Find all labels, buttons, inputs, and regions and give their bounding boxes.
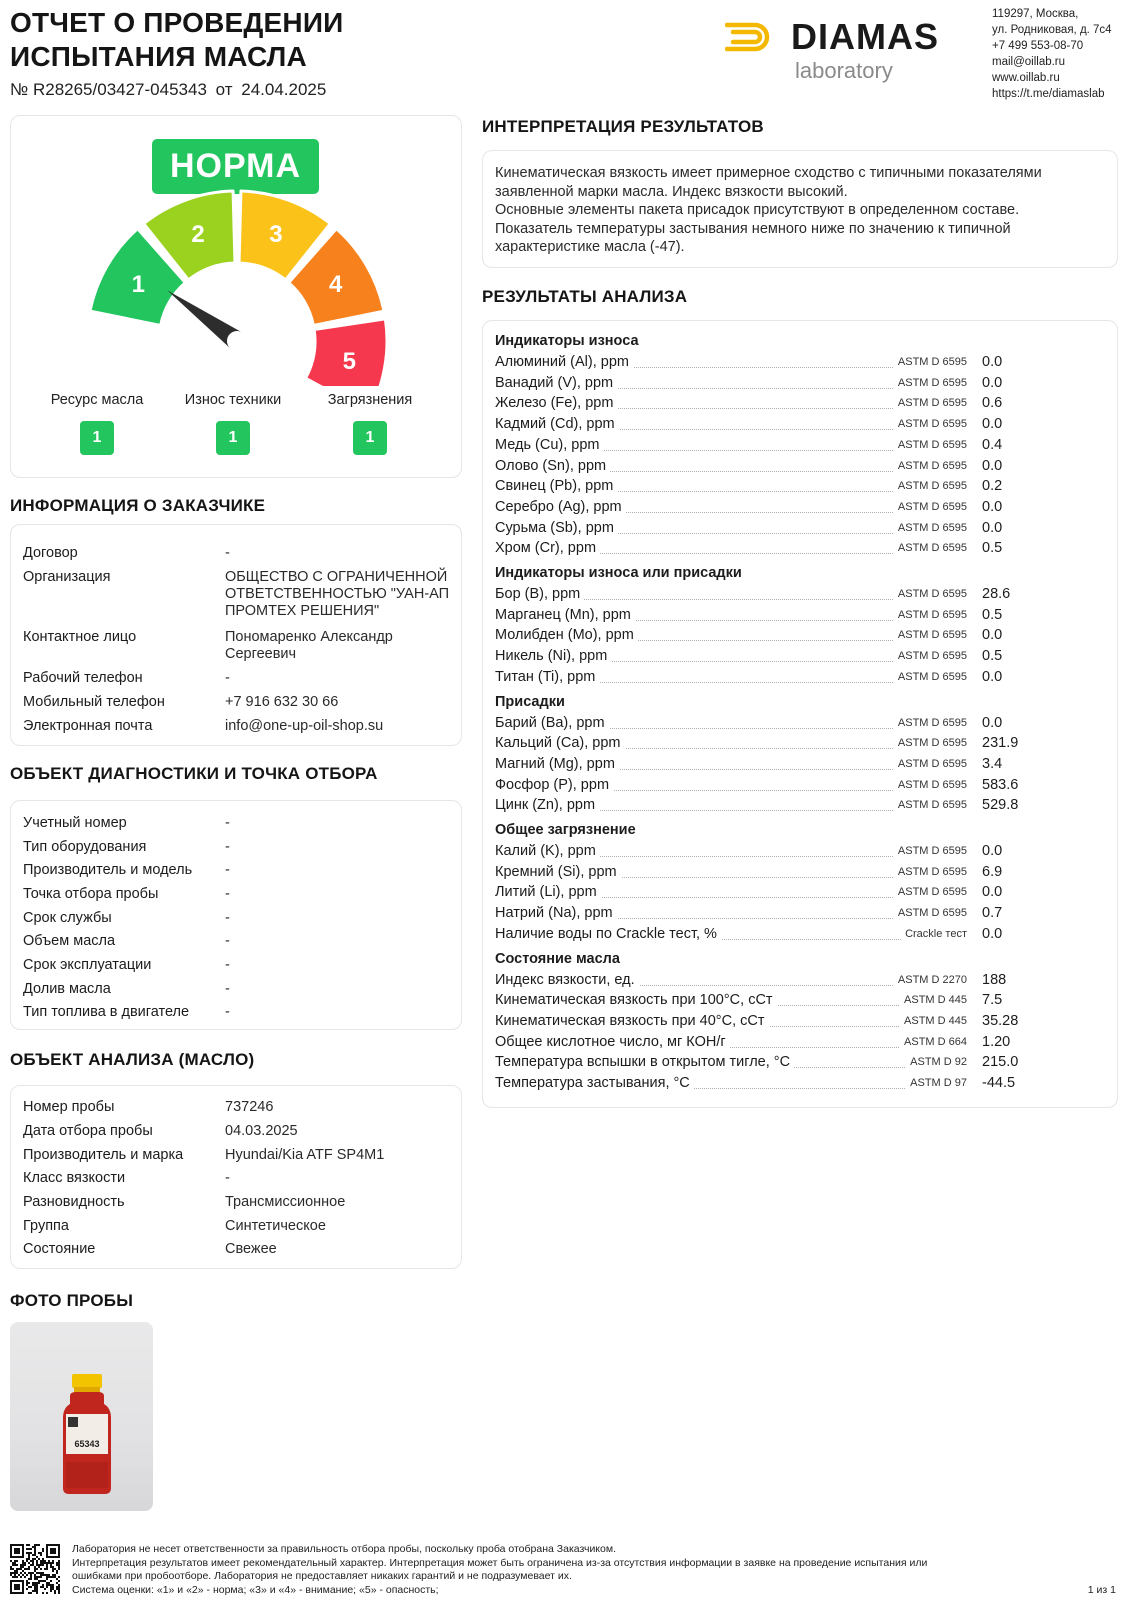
kv-key: Дата отбора пробы <box>23 1123 153 1139</box>
test-method: ASTM D 445 <box>900 994 967 1006</box>
parameter-value: 231.9 <box>982 735 1019 752</box>
kv-key: Состояние <box>23 1241 96 1257</box>
report-number: № R28265/03427-045343 <box>10 80 207 99</box>
results-row <box>495 1034 1107 1054</box>
kv-key: Электронная почта <box>23 718 153 734</box>
test-method: ASTM D 92 <box>906 1056 967 1068</box>
results-group-title: Состояние масла <box>495 950 620 967</box>
customer-card <box>10 524 462 746</box>
results-row <box>495 478 1107 498</box>
kv-key: Рабочий телефон <box>23 670 143 686</box>
results-row <box>495 1013 1107 1033</box>
parameter-value: 0.0 <box>982 457 1003 474</box>
parameter-value: 0.0 <box>982 668 1003 685</box>
test-method: ASTM D 6595 <box>894 439 967 451</box>
results-row <box>495 972 1107 992</box>
logo-brand: DIAMAS <box>791 16 939 57</box>
status-badge: НОРМА <box>152 139 319 194</box>
parameter-value: 0.5 <box>982 540 1003 557</box>
parameter-value: 0.6 <box>982 395 1003 412</box>
test-method: ASTM D 6595 <box>894 717 967 729</box>
parameter-value: 1.20 <box>982 1033 1011 1050</box>
kv-value: Пономаренко Александр Сергеевич <box>225 629 393 662</box>
kv-key: Группа <box>23 1218 69 1234</box>
parameter-value: 0.0 <box>982 714 1003 731</box>
test-method: Crackle тест <box>901 928 967 940</box>
results-card <box>482 320 1118 1108</box>
parameter-name: Температура вспышки в открытом тигле, °С <box>495 1054 794 1070</box>
results-row <box>495 797 1107 817</box>
interpretation-line: Показатель температуры застывания немного ниже по значению к типичной <box>495 220 1011 237</box>
metric-value-oil-resource: 1 <box>80 421 114 455</box>
parameter-name: Кинематическая вязкость при 40°С, сСт <box>495 1013 769 1029</box>
kv-key: Объем масла <box>23 933 116 949</box>
contact-address-2: ул. Родниковая, д. 7с4 <box>992 24 1112 36</box>
kv-key: Долив масла <box>23 981 111 997</box>
parameter-name: Алюминий (Al), ppm <box>495 354 633 370</box>
kv-value: - <box>225 862 230 878</box>
page-number: 1 из 1 <box>1087 1584 1116 1596</box>
gauge-needle-hub <box>235 339 240 344</box>
parameter-name: Барий (Ba), ppm <box>495 715 609 731</box>
parameter-value: 583.6 <box>982 776 1019 793</box>
footer-line: Интерпретация результатов имеет рекомендательный характер. Интерпретация может быть ограничена из-за отсутствия информации в заявке на проведение испытания или <box>72 1556 928 1569</box>
parameter-value: 0.0 <box>982 627 1003 644</box>
results-row <box>495 992 1107 1012</box>
parameter-value: 0.0 <box>982 354 1003 370</box>
kv-value: - <box>225 1004 230 1020</box>
results-row <box>495 715 1107 735</box>
interpretation-line: характеристике масла (-47). <box>495 239 685 255</box>
parameter-value: 0.7 <box>982 905 1003 922</box>
parameter-name: Никель (Ni), ppm <box>495 648 611 664</box>
parameter-name: Кальций (Ca), ppm <box>495 735 625 751</box>
test-method: ASTM D 6595 <box>894 886 967 898</box>
report-title <box>10 6 343 74</box>
kv-value: - <box>225 815 230 831</box>
kv-value: +7 916 632 30 66 <box>225 694 339 710</box>
parameter-value: 529.8 <box>982 797 1019 814</box>
parameter-value: 28.6 <box>982 586 1011 602</box>
results-row <box>495 520 1107 540</box>
customer-section-title: ИНФОРМАЦИЯ О ЗАКАЗЧИКЕ <box>10 496 266 515</box>
results-row <box>495 648 1107 668</box>
results-row <box>495 499 1107 519</box>
object-section-title: ОБЪЕКТ ДИАГНОСТИКИ И ТОЧКА ОТБОРА <box>10 764 378 783</box>
contact-phone[interactable]: +7 499 553-08-70 <box>992 40 1084 52</box>
parameter-name: Хром (Cr), ppm <box>495 540 600 556</box>
results-row <box>495 437 1107 457</box>
gauge-segment-label: 3 <box>269 220 283 248</box>
sample-label-number: 65343 <box>74 1439 100 1449</box>
contact-telegram[interactable]: https://t.me/diamaslab <box>992 88 1105 100</box>
kv-value: - <box>225 910 230 926</box>
parameter-name: Калий (K), ppm <box>495 843 600 859</box>
kv-key: Срок эксплуатации <box>23 957 152 973</box>
parameter-value: 215.0 <box>982 1054 1019 1071</box>
report-date: 24.04.2025 <box>241 80 327 99</box>
test-method: ASTM D 97 <box>906 1077 967 1089</box>
parameter-value: 0.0 <box>982 519 1003 536</box>
results-group-title: Присадки <box>495 693 565 710</box>
results-row <box>495 540 1107 560</box>
parameter-value: 0.0 <box>982 884 1003 901</box>
parameter-name: Фосфор (P), ppm <box>495 777 613 793</box>
contact-email[interactable]: mail@oillab.ru <box>992 56 1066 68</box>
report-title-line-2: ИСПЫТАНИЯ МАСЛА <box>10 41 307 72</box>
test-method: ASTM D 6595 <box>894 758 967 770</box>
test-method: ASTM D 6595 <box>894 650 967 662</box>
interpretation-section-title: ИНТЕРПРЕТАЦИЯ РЕЗУЛЬТАТОВ <box>482 117 764 136</box>
parameter-value: 188 <box>982 971 1007 988</box>
kv-key: Производитель и модель <box>23 862 193 878</box>
parameter-name: Натрий (Na), ppm <box>495 905 617 921</box>
parameter-value: 0.0 <box>982 925 1003 942</box>
kv-key: Договор <box>23 545 78 561</box>
lab-contacts <box>992 6 1112 102</box>
results-group-title: Индикаторы износа <box>495 333 639 349</box>
metric-value-equipment-wear: 1 <box>216 421 250 455</box>
test-method: ASTM D 6595 <box>894 866 967 878</box>
parameter-name: Общее кислотное число, мг КОН/г <box>495 1034 730 1050</box>
kv-value: Hyundai/Kia ATF SP4M1 <box>225 1147 385 1163</box>
kv-key: Срок службы <box>23 910 112 926</box>
parameter-value: 0.2 <box>982 478 1003 495</box>
results-row <box>495 864 1107 884</box>
parameter-name: Железо (Fe), ppm <box>495 395 617 411</box>
kv-value: - <box>225 886 230 902</box>
kv-key: Номер пробы <box>23 1099 115 1115</box>
kv-key: Точка отбора пробы <box>23 886 159 902</box>
parameter-name: Кинематическая вязкость при 100°С, сСт <box>495 992 777 1008</box>
parameter-name: Сурьма (Sb), ppm <box>495 520 618 536</box>
kv-key: Мобильный телефон <box>23 694 165 710</box>
test-method: ASTM D 6595 <box>894 418 967 430</box>
kv-value: ОБЩЕСТВО С ОГРАНИЧЕННОЙ ОТВЕТСТВЕННОСТЬЮ "УАН-АП ПРОМТЕХ РЕШЕНИЯ" <box>225 569 450 619</box>
results-row <box>495 905 1107 925</box>
parameter-name: Марганец (Mn), ppm <box>495 607 635 623</box>
parameter-name: Магний (Mg), ppm <box>495 756 619 772</box>
gauge-segment-label: 5 <box>342 347 356 375</box>
kv-key: Класс вязкости <box>23 1170 126 1186</box>
test-method: ASTM D 2270 <box>894 974 967 986</box>
contact-address-1: 119297, Москва, <box>992 8 1079 20</box>
parameter-name: Титан (Ti), ppm <box>495 669 599 685</box>
results-group-title: Индикаторы износа или присадки <box>495 565 742 581</box>
photo-section-title: ФОТО ПРОБЫ <box>10 1291 134 1310</box>
test-method: ASTM D 6595 <box>894 799 967 811</box>
report-number-line <box>10 80 330 100</box>
results-row <box>495 777 1107 797</box>
metric-label-equipment-wear: Износ техники <box>184 392 282 408</box>
parameter-value: 3.4 <box>982 755 1003 772</box>
parameter-name: Наличие воды по Crackle тест, % <box>495 926 721 942</box>
parameter-name: Ванадий (V), ppm <box>495 375 617 391</box>
parameter-value: 0.0 <box>982 843 1003 859</box>
oil-section-title: ОБЪЕКТ АНАЛИЗА (МАСЛО) <box>10 1050 255 1069</box>
parameter-name: Олово (Sn), ppm <box>495 458 610 474</box>
kv-key: Тип топлива в двигателе <box>23 1004 190 1020</box>
test-method: ASTM D 6595 <box>894 522 967 534</box>
test-method: ASTM D 6595 <box>894 907 967 919</box>
results-row <box>495 843 1107 863</box>
parameter-value: 0.4 <box>982 436 1003 453</box>
kv-key: Производитель и марка <box>23 1147 184 1163</box>
test-method: ASTM D 6595 <box>894 845 967 857</box>
parameter-name: Бор (B), ppm <box>495 586 584 602</box>
gauge-segment-label: 2 <box>191 220 205 248</box>
contact-website[interactable]: www.oillab.ru <box>992 72 1060 84</box>
interpretation-text <box>495 164 1105 257</box>
interpretation-line: Основные элементы пакета присадок присутствуют в определенном составе. <box>495 202 1020 218</box>
kv-value: - <box>225 957 230 973</box>
test-method: ASTM D 6595 <box>894 588 967 600</box>
kv-key: Тип оборудования <box>23 839 147 855</box>
parameter-name: Индекс вязкости, ед. <box>495 972 639 988</box>
qr-code-icon[interactable] <box>10 1544 60 1594</box>
results-row <box>495 884 1107 904</box>
kv-key: Учетный номер <box>23 815 127 831</box>
test-method: ASTM D 6595 <box>894 737 967 749</box>
parameter-value: 6.9 <box>982 863 1003 880</box>
metric-label-oil-resource: Ресурс масла <box>50 392 144 408</box>
kv-value: Трансмиссионное <box>225 1194 346 1210</box>
parameter-value: 0.5 <box>982 648 1003 665</box>
results-row <box>495 735 1107 755</box>
logo-subtitle: laboratory <box>795 58 893 83</box>
test-method: ASTM D 6595 <box>894 609 967 621</box>
kv-value: - <box>225 933 230 949</box>
test-method: ASTM D 6595 <box>894 356 967 368</box>
interpretation-line: заявленной марки масла. Индекс вязкости высокий. <box>495 183 848 200</box>
parameter-name: Свинец (Pb), ppm <box>495 478 617 494</box>
test-method: ASTM D 6595 <box>894 480 967 492</box>
oil-card <box>10 1085 462 1269</box>
gauge-segment-label: 1 <box>131 271 145 298</box>
parameter-value: -44.5 <box>982 1075 1016 1091</box>
sample-photo[interactable] <box>10 1322 153 1511</box>
kv-value: - <box>225 670 230 686</box>
interpretation-card <box>482 150 1118 268</box>
test-method: ASTM D 6595 <box>894 779 967 791</box>
parameter-name: Цинк (Zn), ppm <box>495 797 599 813</box>
results-row <box>495 926 1107 946</box>
gauge-segment-label: 4 <box>329 271 343 298</box>
object-card <box>10 800 462 1030</box>
logo-mark-icon <box>725 22 777 52</box>
test-method: ASTM D 6595 <box>894 629 967 641</box>
kv-value: - <box>225 1170 230 1186</box>
parameter-value: 7.5 <box>982 992 1003 1009</box>
results-row <box>495 1075 1107 1095</box>
test-method: ASTM D 6595 <box>894 671 967 683</box>
footer-disclaimer <box>72 1543 1072 1597</box>
kv-value: 04.03.2025 <box>225 1123 298 1139</box>
footer-line: Лаборатория не несет ответственности за правильность отбора пробы, поскольку проба отобрана Заказчиком. <box>72 1543 616 1555</box>
test-method: ASTM D 6595 <box>894 542 967 554</box>
report-date-prefix: от <box>215 80 233 99</box>
parameter-value: 0.0 <box>982 416 1003 433</box>
results-row <box>495 354 1107 374</box>
interpretation-line: Кинематическая вязкость имеет примерное сходство с типичными показателями <box>495 165 1042 181</box>
test-method: ASTM D 6595 <box>894 377 967 389</box>
results-row <box>495 607 1107 627</box>
test-method: ASTM D 6595 <box>894 397 967 409</box>
results-row <box>495 627 1107 647</box>
kv-value: info@one-up-oil-shop.su <box>225 718 384 734</box>
kv-key: Разновидность <box>23 1194 125 1210</box>
results-row <box>495 586 1107 606</box>
results-row <box>495 375 1107 395</box>
test-method: ASTM D 6595 <box>894 501 967 513</box>
metric-value-contamination: 1 <box>353 421 387 455</box>
parameter-name: Кадмий (Cd), ppm <box>495 416 619 432</box>
kv-value: - <box>225 981 230 997</box>
results-row <box>495 1054 1107 1074</box>
kv-value: Синтетическое <box>225 1218 326 1234</box>
footer-line: ошибками при пробоотборе. Лаборатория не предоставляет никаких гарантий и не подразумевает их. <box>72 1570 572 1582</box>
oil-bottle-image <box>10 1322 153 1511</box>
parameter-name: Температура застывания, °С <box>495 1075 694 1091</box>
kv-value: - <box>225 839 230 855</box>
test-method: ASTM D 445 <box>900 1015 967 1027</box>
results-row <box>495 395 1107 415</box>
results-row <box>495 458 1107 478</box>
kv-value: Свежее <box>225 1241 277 1257</box>
report-title-line-1: ОТЧЕТ О ПРОВЕДЕНИИ <box>10 7 344 38</box>
condition-gauge <box>11 116 463 386</box>
parameter-name: Молибден (Mo), ppm <box>495 627 638 643</box>
results-row <box>495 756 1107 776</box>
footer-line: Система оценки: «1» и «2» - норма; «3» и «4» - внимание; «5» - опасность; <box>72 1583 439 1596</box>
gauge-needle <box>167 290 242 349</box>
parameter-name: Литий (Li), ppm <box>495 884 601 900</box>
metric-label-contamination: Загрязнения <box>327 392 413 408</box>
kv-key: Организация <box>23 569 111 585</box>
parameter-value: 35.28 <box>982 1012 1019 1029</box>
test-method: ASTM D 6595 <box>894 460 967 472</box>
parameter-value: 0.0 <box>982 498 1003 515</box>
parameter-name: Серебро (Ag), ppm <box>495 499 626 515</box>
parameter-name: Медь (Cu), ppm <box>495 437 604 453</box>
kv-value: 737246 <box>225 1099 274 1115</box>
status-card <box>10 115 462 478</box>
results-row <box>495 416 1107 436</box>
parameter-value: 0.0 <box>982 374 1003 391</box>
kv-key: Контактное лицо <box>23 629 137 645</box>
results-row <box>495 669 1107 689</box>
parameter-value: 0.5 <box>982 606 1003 623</box>
kv-value: - <box>225 545 230 561</box>
diamas-logo <box>725 16 965 86</box>
results-section-title: РЕЗУЛЬТАТЫ АНАЛИЗА <box>482 287 688 306</box>
test-method: ASTM D 664 <box>900 1036 967 1048</box>
results-group-title: Общее загрязнение <box>495 822 636 838</box>
parameter-name: Кремний (Si), ppm <box>495 864 621 880</box>
